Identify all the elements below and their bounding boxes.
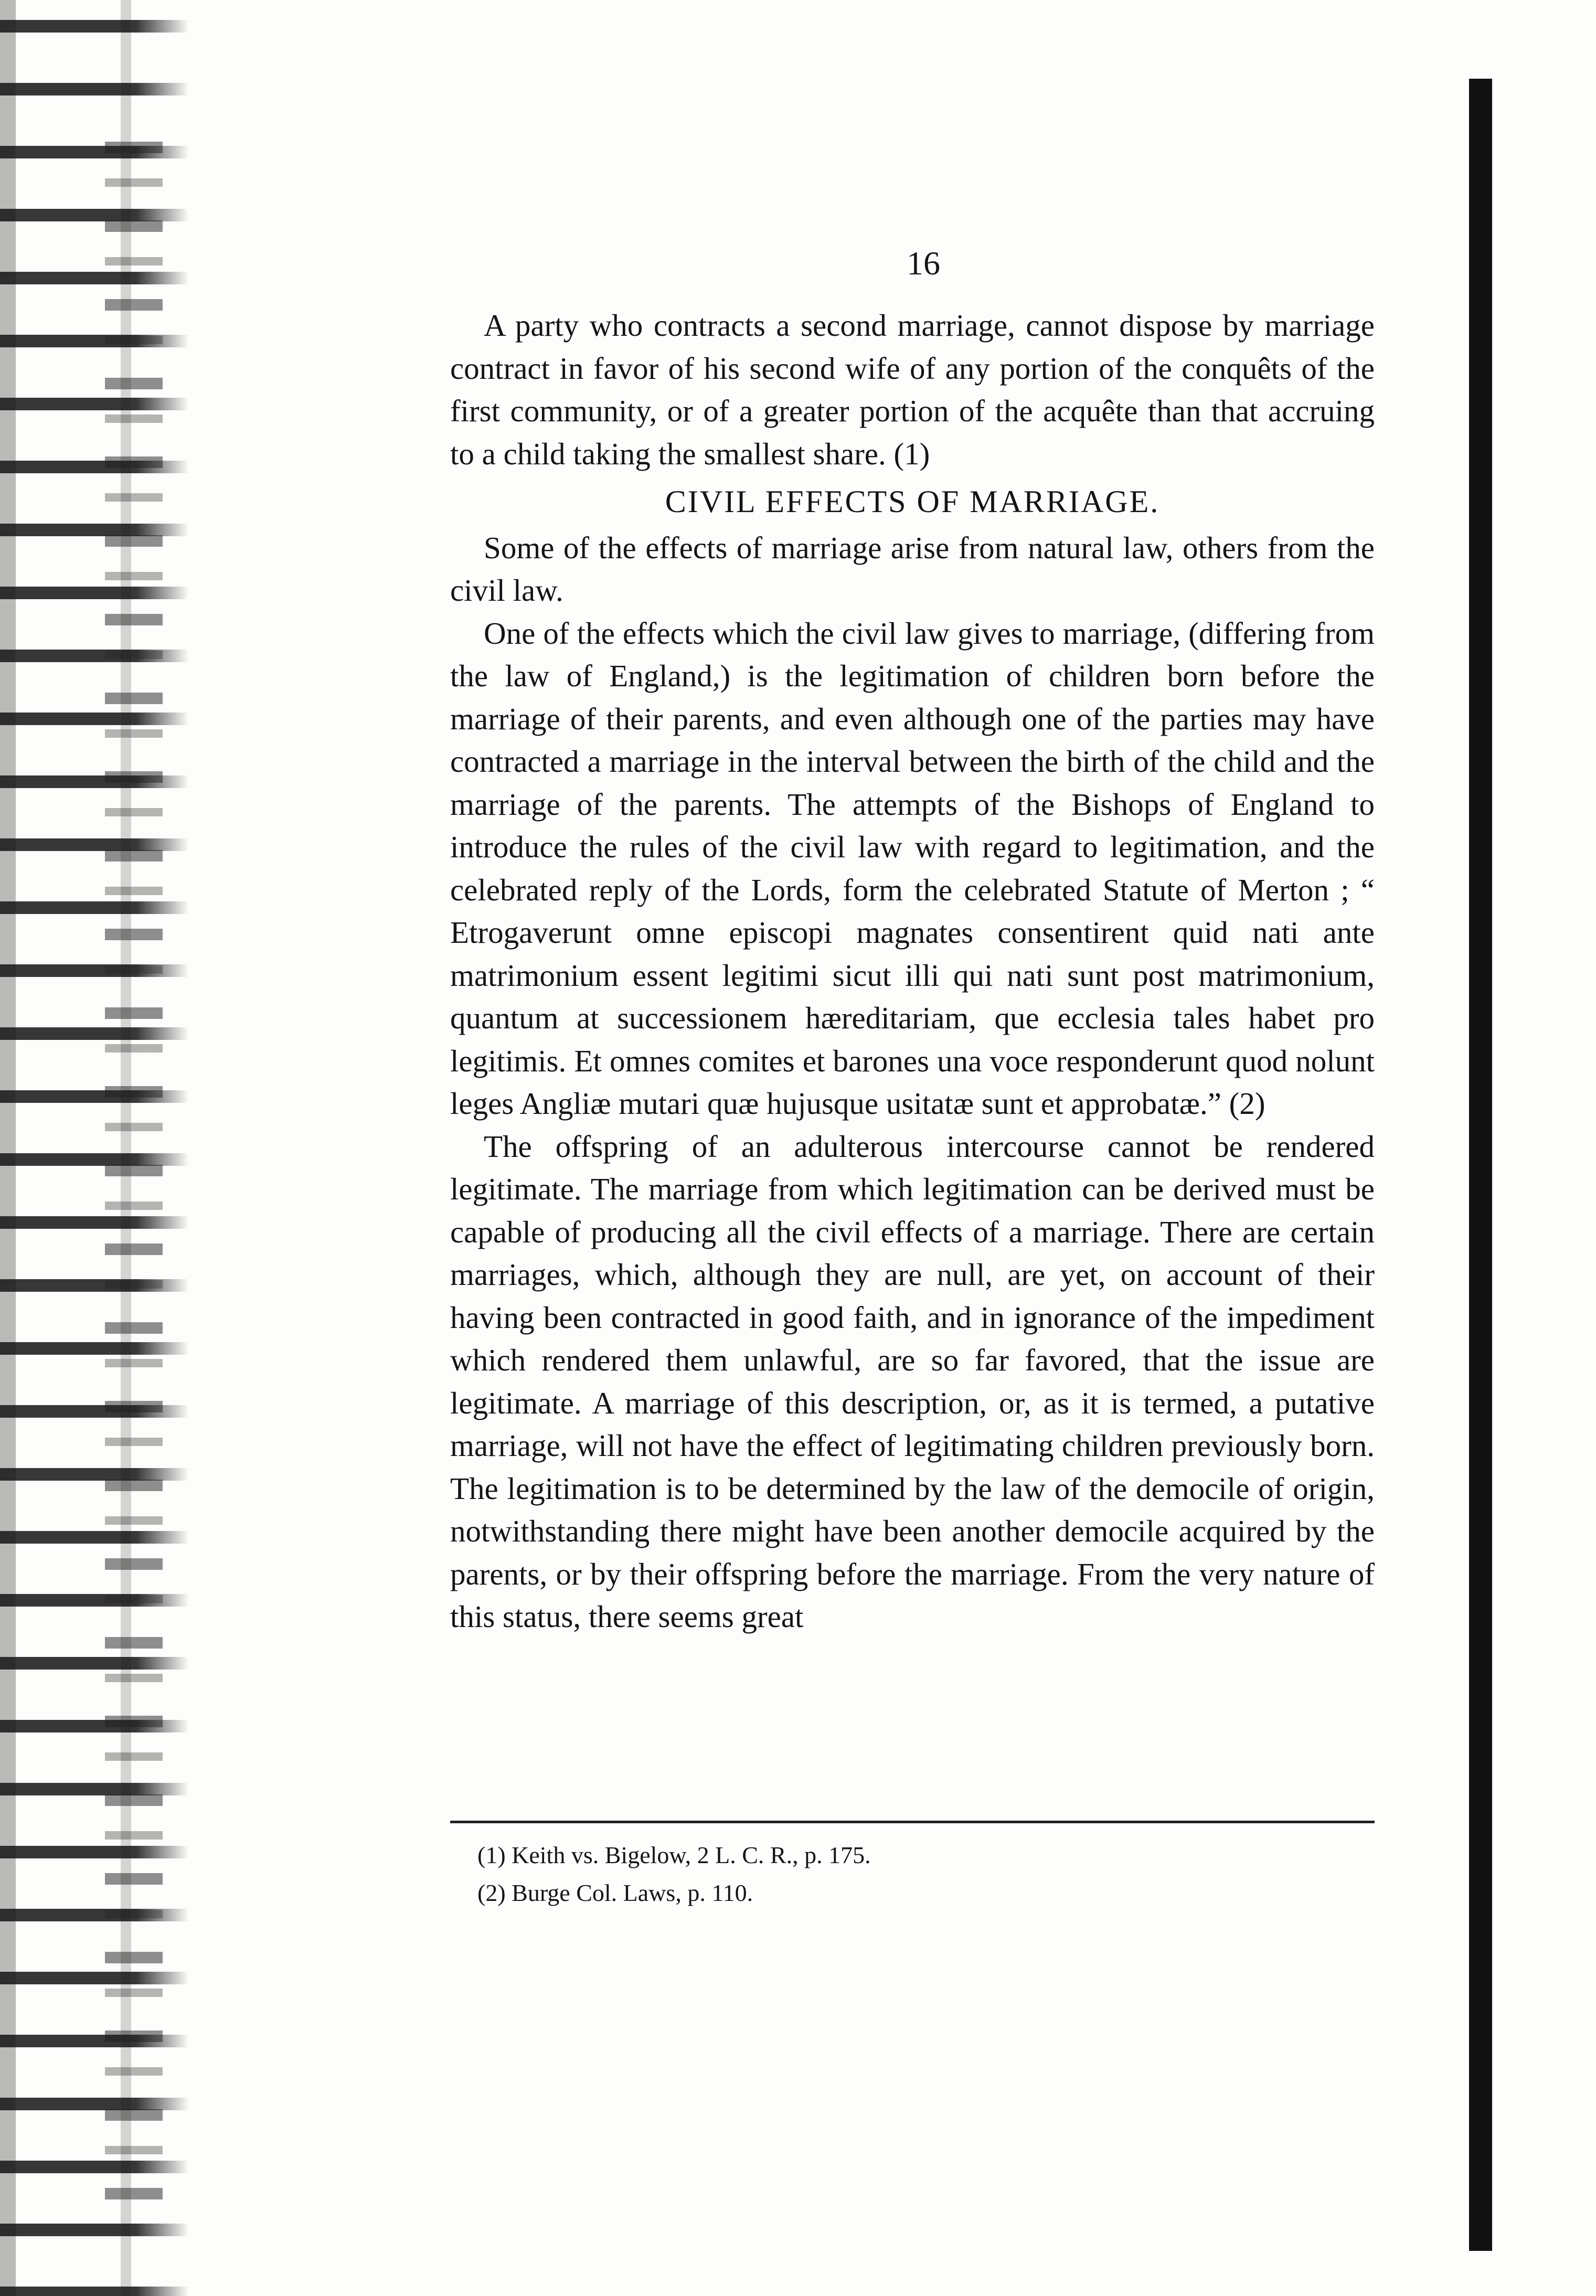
section-heading: CIVIL EFFECTS OF MARRIAGE. (665, 484, 1160, 519)
binding-stitching (105, 142, 163, 2214)
page-edge-shadow (1469, 79, 1492, 2251)
footnotes (477, 1836, 1369, 1912)
body-text (450, 304, 1375, 1639)
paragraph-adulterous-offspring: The offspring of an adulterous intercourse cannot be rendered legitimate. The marriage from which legitimation can be derived must be capable of producing all the civil effects of a marriage. There are certain marriages, which, although they are null, are yet, on account of their having been contracted in good faith, and in ignorance of the impediment which rendered them unlawful, are so far favored, that the issue are legitimate. A marriage of this description, or, as it is termed, a putative marriage, will not have the effect of legitimating children previously born. The legitimation is to be determined by the law of the democile of origin, notwithstanding there might have been another democile acquired by the parents, or by their offspring before the marriage. From the very nature of this status, there seems great (450, 1129, 1375, 1634)
footnote-1: (1) Keith vs. Bigelow, 2 L. C. R., p. 175. (477, 1842, 871, 1868)
paragraph-effects-sources: Some of the effects of marriage arise from natural law, others from the civil law. (450, 530, 1375, 608)
page-number: 16 (907, 245, 940, 282)
paragraph-legitimation: One of the effects which the civil law gives to marriage, (differing from the law of England,) is the legitimation of children born before the marriage of their parents, and even although one of the parties may have contracted a marriage in the interval between the birth of the child and the marriage of the parents. The attempts of the Bishops of England to introduce the rules of the civil law with regard to legitimation, and the celebrated reply of the Lords, form the celebrated Statute of Merton ; “ Etrogaverunt omne episcopi magnates consentirent quid nati ante matrimonium essent legitimi sicut illi qui nati sunt post matrimonium, quantum at successionem hæreditariam, que ecclesia tales habet pro legitimis. Et omnes comites et barones una voce responderunt quod nolunt leges Angliæ mutari quæ hujusque usitatæ sunt et approbatæ.” (2) (450, 615, 1375, 1121)
footnote-rule (450, 1821, 1375, 1823)
paragraph-second-marriage: A party who contracts a second marriage, cannot dispose by marriage contract in favor of his second wife of any portion of the conquêts of the first community, or of a greater portion of the acquête than that accruing to a child taking the smallest share. (1) (450, 308, 1375, 471)
footnote-2: (2) Burge Col. Laws, p. 110. (477, 1879, 753, 1906)
